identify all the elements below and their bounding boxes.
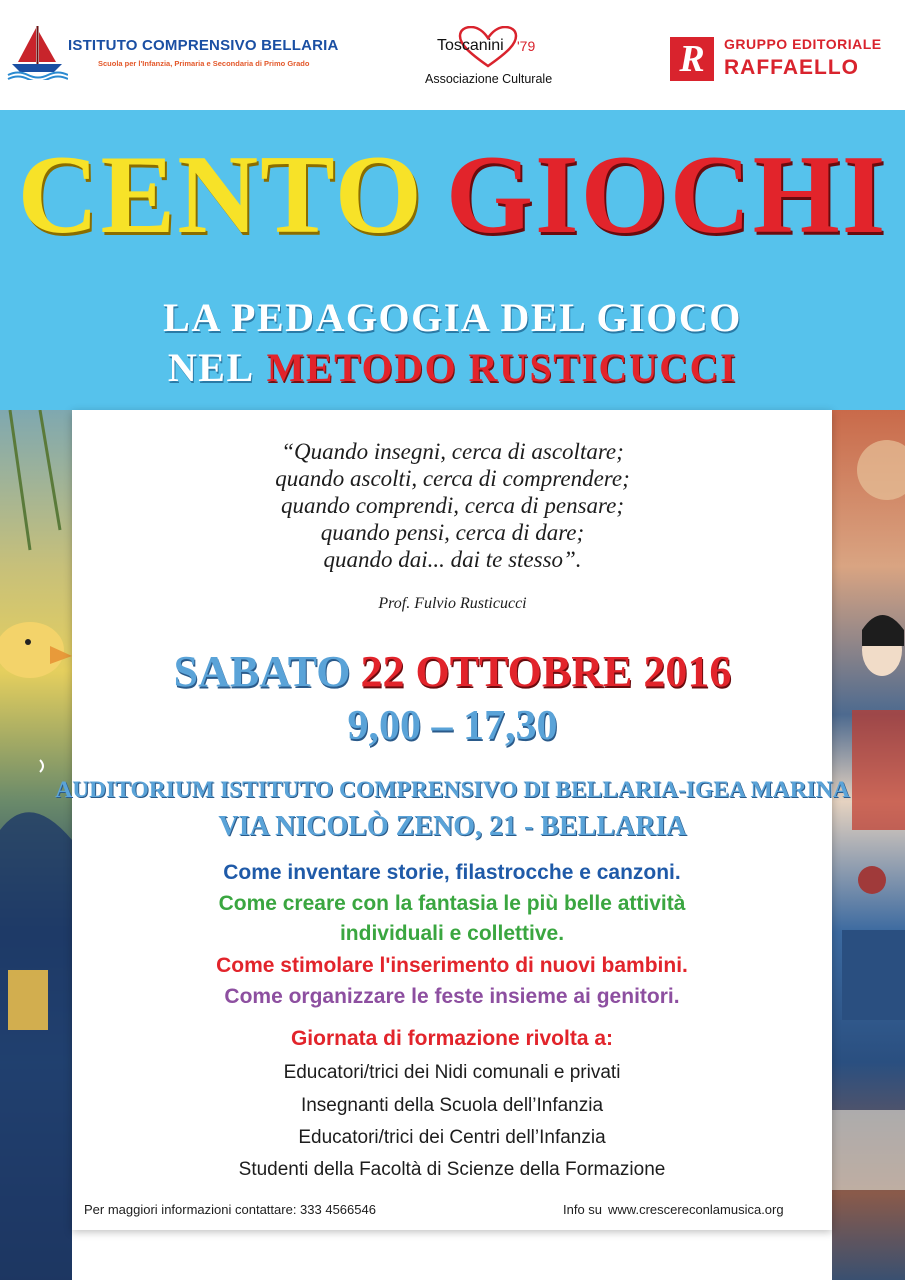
footer-contact: Per maggiori informazioni contattare: 333 4566546 [84, 1202, 376, 1217]
school-subtitle: Scuola per l'Infanzia, Primaria e Secondaria di Primo Grado [98, 59, 310, 68]
audience-item: Studenti della Facoltà di Scienze della Formazione [238, 1159, 666, 1180]
title-word-giochi: GIOCHI [445, 133, 888, 257]
event-date-value: 22 OTTOBRE 2016 [360, 647, 732, 696]
quote-line: quando pensi, cerca di dare; [320, 520, 585, 545]
event-time: 9,00 – 17,30 [347, 703, 558, 749]
quote-line: quando comprendi, cerca di pensare; [280, 493, 624, 518]
audience-item: Insegnanti della Scuola dell’Infanzia [300, 1095, 604, 1116]
publisher-line1: GRUPPO EDITORIALE [724, 36, 882, 52]
quote-line: quando dai... dai te stesso”. [323, 547, 582, 572]
right-illustration [832, 410, 905, 1280]
publisher-logo-mark: R [670, 37, 714, 81]
event-venue: AUDITORIUM ISTITUTO COMPRENSIVO DI BELLARIA-IGEA MARINA [55, 777, 850, 803]
audience-item: Educatori/trici dei Centri dell’Infanzia [298, 1127, 606, 1148]
main-title [0, 130, 905, 260]
subtitle-prefix: NEL [167, 345, 255, 390]
audience-item: Educatori/trici dei Nidi comunali e privati [283, 1062, 621, 1083]
audience-heading: Giornata di formazione rivolta a: [290, 1027, 614, 1050]
footer-website-link[interactable]: www.crescereconlamusica.org [608, 1202, 784, 1217]
title-word-cento: CENTO [17, 133, 424, 257]
topic-item: Come organizzare le feste insieme ai genitori. [224, 985, 680, 1008]
topic-item: Come stimolare l'inserimento di nuovi bambini. [216, 954, 688, 977]
sailboat-logo-icon [6, 22, 68, 80]
association-label: Associazione Culturale [425, 72, 553, 86]
association-year: '79 [517, 38, 536, 54]
quote [100, 438, 805, 573]
quote-line: “Quando insegni, cerca di ascoltare; [281, 439, 624, 464]
event-day: SABATO [173, 647, 351, 696]
subtitle-line1: LA PEDAGOGIA DEL GIOCO [163, 295, 742, 340]
quote-line: quando ascolti, cerca di comprendere; [275, 466, 630, 491]
subtitle-line2 [0, 345, 905, 391]
subtitle-highlight: METODO RUSTICUCCI [266, 345, 738, 390]
topic-item: individuali e collettive. [339, 922, 565, 945]
right-illustration-art [832, 410, 905, 1280]
association-brand: Toscanini [437, 37, 504, 54]
quote-author: Prof. Fulvio Rusticucci [378, 595, 527, 612]
footer-info [563, 1202, 784, 1217]
publisher-line2: RAFFAELLO [724, 56, 859, 79]
event-date [0, 645, 905, 699]
event-address: VIA NICOLÒ ZENO, 21 - BELLARIA [218, 811, 687, 842]
left-illustration-art [0, 410, 72, 1280]
footer-info-label: Info su [563, 1202, 603, 1217]
header [0, 0, 905, 110]
school-name: ISTITUTO COMPRENSIVO BELLARIA [68, 37, 339, 54]
left-illustration [0, 410, 72, 1280]
topic-item: Come inventare storie, filastrocche e canzoni. [223, 861, 681, 884]
topic-item: Come creare con la fantasia le più belle attività [218, 892, 686, 915]
